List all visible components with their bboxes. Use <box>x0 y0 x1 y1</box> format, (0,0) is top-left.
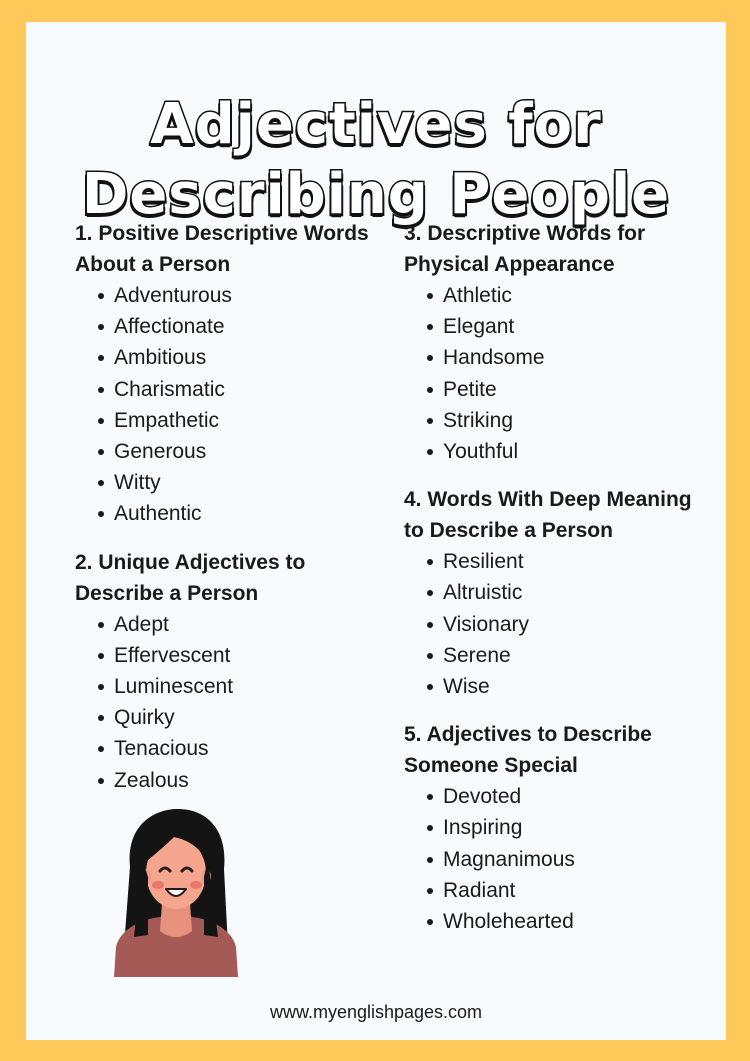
left-cheek <box>152 881 164 889</box>
list-item: Petite <box>404 374 704 405</box>
list-item: Adept <box>75 609 375 640</box>
section-unique-adjectives <box>75 547 375 796</box>
list-item: Luminescent <box>75 671 375 702</box>
section-heading: 1. Positive Descriptive Words About a Person <box>75 222 369 276</box>
list-item: Effervescent <box>75 640 375 671</box>
section-heading: 4. Words With Deep Meaning to Describe a Person <box>404 488 692 543</box>
right-column <box>404 218 704 954</box>
list-item: Elegant <box>404 311 704 342</box>
left-column <box>75 218 375 813</box>
section-positive-words <box>75 218 375 530</box>
list-item: Tenacious <box>75 733 375 764</box>
list-item: Charismatic <box>75 374 375 405</box>
worksheet-card <box>26 22 726 1040</box>
list-item: Zealous <box>75 765 375 796</box>
list-item: Athletic <box>404 280 704 311</box>
list-item: Striking <box>404 405 704 436</box>
list-item: Resilient <box>404 546 704 577</box>
section-deep-meaning <box>404 484 704 702</box>
list-item: Youthful <box>404 436 704 467</box>
word-list <box>404 546 704 702</box>
website-url[interactable]: www.myenglishpages.com <box>269 1002 483 1022</box>
section-heading: 3. Descriptive Words for Physical Appearance <box>404 222 646 276</box>
section-physical-appearance <box>404 218 704 467</box>
list-item: Visionary <box>404 609 704 640</box>
list-item: Wholehearted <box>404 906 704 937</box>
list-item: Devoted <box>404 781 704 812</box>
list-item: Generous <box>75 436 375 467</box>
list-item: Authentic <box>75 498 375 529</box>
page-title <box>26 90 726 230</box>
word-list <box>75 280 375 530</box>
smiling-woman-illustration <box>112 807 240 977</box>
list-item: Adventurous <box>75 280 375 311</box>
list-item: Magnanimous <box>404 844 704 875</box>
title-line-1: Adjectives for <box>150 91 602 157</box>
list-item: Ambitious <box>75 342 375 373</box>
section-someone-special <box>404 719 704 937</box>
title-line-2: Describing People <box>81 161 671 227</box>
list-item: Serene <box>404 640 704 671</box>
list-item: Witty <box>75 467 375 498</box>
right-cheek <box>190 881 202 889</box>
list-item: Quirky <box>75 702 375 733</box>
word-list <box>404 280 704 467</box>
section-heading: 5. Adjectives to Describe Someone Special <box>404 723 652 778</box>
word-list <box>404 781 704 937</box>
list-item: Affectionate <box>75 311 375 342</box>
word-list <box>75 609 375 796</box>
list-item: Inspiring <box>404 812 704 843</box>
list-item: Altruistic <box>404 577 704 608</box>
list-item: Wise <box>404 671 704 702</box>
list-item: Handsome <box>404 342 704 373</box>
section-heading: 2. Unique Adjectives to Describe a Person <box>75 550 306 605</box>
list-item: Radiant <box>404 875 704 906</box>
list-item: Empathetic <box>75 405 375 436</box>
